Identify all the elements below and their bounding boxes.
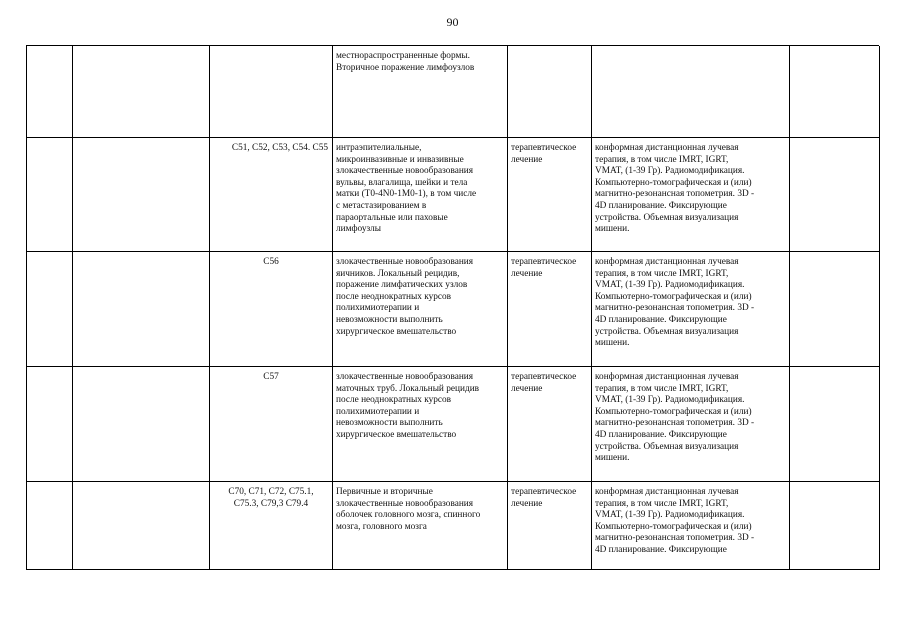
table-cell-empty (73, 482, 210, 570)
treatment-method-cell: конформная дистанционная лучевая терапия, в том числе IMRT, IGRT, VMAT, (1-39 Гр). Радиомодификация. Компьютерно-томографическая и (или) магнитно-резонансная топометрия. 3D - 4D планирование. Фиксирующие (592, 482, 790, 570)
diagnosis-codes-cell (210, 46, 333, 138)
treatment-type-cell (508, 46, 592, 138)
treatment-method-cell: конформная дистанционная лучевая терапия, в том числе IMRT, IGRT, VMAT, (1-39 Гр). Радиомодификация. Компьютерно-томографическая и (или) магнитно-резонансная топометрия. 3D - 4D планирование. Фиксирующие устройства. Объемная визуализация мишени. (592, 138, 790, 252)
table-cell-empty (73, 367, 210, 482)
treatment-type-cell: терапевтическое лечение (508, 367, 592, 482)
treatment-type-cell: терапевтическое лечение (508, 482, 592, 570)
treatment-method-cell: конформная дистанционная лучевая терапия, в том числе IMRT, IGRT, VMAT, (1-39 Гр). Радиомодификация. Компьютерно-томографическая и (или) магнитно-резонансная топометрия. 3D - 4D планирование. Фиксирующие устройства. Объемная визуализация мишени. (592, 252, 790, 367)
description-cell: местнораспространенные формы. Вторичное поражение лимфоузлов (333, 46, 508, 138)
table-cell-empty (73, 252, 210, 367)
treatment-table (26, 45, 879, 570)
description-cell: Первичные и вторичные злокачественные новообразования оболочек головного мозга, спинного мозга, головного мозга (333, 482, 508, 570)
description-cell: злокачественные новообразования маточных труб. Локальный рецидив после неоднократных курсов полихимиотерапии и невозможности выполнить хирургическое вмешательство (333, 367, 508, 482)
table-cell-empty (790, 482, 880, 570)
diagnosis-codes-cell: C70, C71, C72, C75.1, C75.3, C79,3 C79.4 (210, 482, 333, 570)
diagnosis-codes-cell: C56 (210, 252, 333, 367)
table-cell-empty (73, 138, 210, 252)
table-cell-empty (27, 252, 73, 367)
table-cell-empty (790, 138, 880, 252)
table-cell-empty (27, 482, 73, 570)
table-cell-empty (73, 46, 210, 138)
table-cell-empty (790, 252, 880, 367)
page-number: 90 (446, 15, 459, 29)
treatment-method-cell: конформная дистанционная лучевая терапия, в том числе IMRT, IGRT, VMAT, (1-39 Гр). Радиомодификация. Компьютерно-томографическая и (или) магнитно-резонансная топометрия. 3D - 4D планирование. Фиксирующие устройства. Объемная визуализация мишени. (592, 367, 790, 482)
description-cell: интраэпителиальные, микроинвазивные и инвазивные злокачественные новообразования вульвы, влагалища, шейки и тела матки (T0-4N0-1M0-1), в том числе с метастазированием в параортальные или паховые лимфоузлы (333, 138, 508, 252)
table-cell-empty (27, 46, 73, 138)
table-cell-empty (790, 367, 880, 482)
diagnosis-codes-cell: C51, C52, C53, C54. C55 (210, 138, 333, 252)
diagnosis-codes-cell: C57 (210, 367, 333, 482)
treatment-method-cell (592, 46, 790, 138)
table-cell-empty (790, 46, 880, 138)
treatment-type-cell: терапевтическое лечение (508, 252, 592, 367)
description-cell: злокачественные новообразования яичников. Локальный рецидив, поражение лимфатических узлов после неоднократных курсов полихимиотерапии и невозможности выполнить хирургическое вмешательство (333, 252, 508, 367)
treatment-type-cell: терапевтическое лечение (508, 138, 592, 252)
table-cell-empty (27, 138, 73, 252)
table-cell-empty (27, 367, 73, 482)
